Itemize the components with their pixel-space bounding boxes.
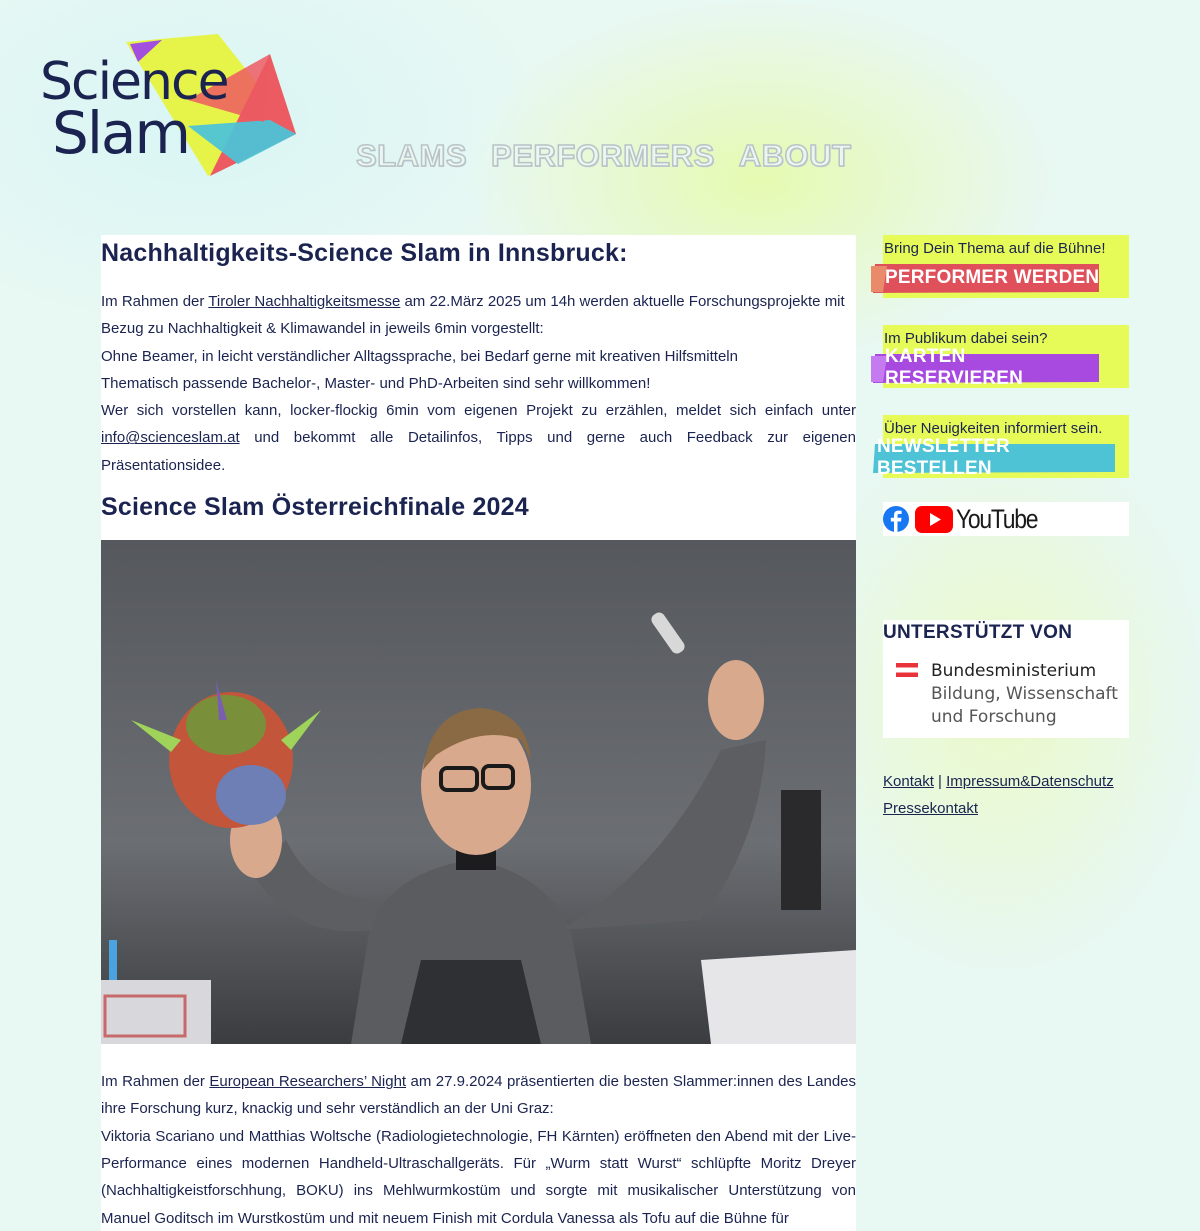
kontakt-link[interactable]: Kontakt xyxy=(883,773,934,790)
photo-illustration xyxy=(101,540,856,1044)
section-title-finale: Science Slam Österreichfinale 2024 xyxy=(101,493,529,522)
text: am 27.9.2024 präsentierten die besten Slammer:innen des Landes ihre Forschung kurz, knackig und sehr verständlich an der Uni Graz: xyxy=(101,1073,856,1118)
karten-reservieren-button[interactable] xyxy=(883,346,1103,389)
youtube-link[interactable] xyxy=(915,504,1052,535)
paragraph: Viktoria Scariano und Matthias Woltsche (Radiologietechnologie, FH Kärnten) eröffneten den Abend mit der Live-Performance eines modernen Handheld-Ultraschallgeräts. Für „Wurm statt Wurst“ schlüpfte Moritz Dreyer (Nachhaltigkeistforschhung, BOKU) ins Mehlwurmkostüm und sorgte mit musikalischer Unterstützung von Manuel Goditsch im Wurstkostüm und mit neuem Finish mit Cordula Vanessa als Tofu auf die Bühne für xyxy=(101,1127,856,1227)
text: Im Rahmen der xyxy=(101,293,209,310)
paragraph xyxy=(101,397,856,479)
text: und bekommt alle Detailinfos, Tipps und gerne auch Feedback zur eigenen Präsentationsidee. xyxy=(101,429,856,474)
section-body-finale xyxy=(101,1068,856,1231)
nav-about[interactable]: ABOUT xyxy=(738,138,852,173)
main-nav xyxy=(356,138,851,174)
paragraph xyxy=(101,288,856,343)
footer-links xyxy=(883,768,1129,822)
button-label: PERFORMER WERDEN xyxy=(885,267,1100,288)
facebook-icon xyxy=(883,506,909,532)
main-content xyxy=(101,235,856,1231)
austria-flag-icon xyxy=(896,663,918,677)
promo-tickets xyxy=(883,325,1129,388)
performer-photo xyxy=(101,540,856,1044)
section-body-innsbruck xyxy=(101,288,856,479)
ministry-line: Bundesministerium xyxy=(931,661,1097,681)
promo-text: Über Neuigkeiten informiert sein. xyxy=(884,420,1103,437)
youtube-icon xyxy=(915,506,953,533)
sponsor-title: UNTERSTÜTZT VON xyxy=(883,622,1073,643)
section-title-innsbruck: Nachhaltigkeits-Science Slam in Innsbruck: xyxy=(101,239,628,267)
ministry-line: Bildung, Wissenschaft xyxy=(931,684,1118,704)
promo-performer xyxy=(883,235,1129,298)
social-links xyxy=(883,502,1129,536)
impressum-link[interactable]: Impressum&Datenschutz xyxy=(946,773,1114,790)
text: am 22.März 2025 um 14h werden aktuelle Forschungsprojekte mit Bezug zu Nachhaltigkeit & Klimawandel in jeweils 6min vorgestellt: xyxy=(101,293,845,338)
nav-slams[interactable]: SLAMS xyxy=(356,138,467,173)
logo-text-science: Science xyxy=(40,52,228,112)
sponsor-box xyxy=(883,620,1129,738)
performer-werden-button[interactable] xyxy=(883,262,1103,294)
promo-text: Im Publikum dabei sein? xyxy=(884,330,1048,347)
pressekontakt-link[interactable]: Pressekontakt xyxy=(883,800,979,817)
logo-text-slam: Slam xyxy=(52,99,189,167)
paragraph: Ohne Beamer, in leicht verständlicher Alltagssprache, bei Bedarf gerne mit kreativen Hilfsmitteln xyxy=(101,347,738,365)
text: Wer sich vorstellen kann, locker-flockig 6min vom eigenen Projekt zu erzählen, meldet sich einfach unter xyxy=(101,402,856,420)
facebook-link[interactable] xyxy=(883,506,909,532)
youtube-label: YouTube xyxy=(956,503,1038,534)
link-european-researchers-night[interactable]: European Researchers’ Night xyxy=(209,1073,407,1091)
site-logo[interactable] xyxy=(38,30,300,180)
newsletter-bestellen-button[interactable] xyxy=(875,436,1113,479)
promo-newsletter xyxy=(877,415,1129,479)
button-label: KARTEN RESERVIEREN xyxy=(885,346,1024,389)
text: Im Rahmen der xyxy=(101,1073,210,1091)
email-link[interactable]: info@scienceslam.at xyxy=(101,429,240,447)
separator: | xyxy=(938,773,942,790)
paragraph: Thematisch passende Bachelor-, Master- und PhD-Arbeiten sind sehr willkommen! xyxy=(101,374,651,392)
paragraph xyxy=(101,1068,856,1123)
nav-performers[interactable]: PERFORMERS xyxy=(491,138,715,173)
link-tiroler-nachhaltigkeitsmesse[interactable]: Tiroler Nachhaltigkeitsmesse xyxy=(208,293,401,310)
ministry-line: und Forschung xyxy=(931,707,1057,727)
button-label: NEWSLETTER BESTELLEN xyxy=(877,436,1010,479)
promo-text: Bring Dein Thema auf die Bühne! xyxy=(884,240,1106,257)
ministry-logo-text[interactable] xyxy=(931,660,1118,729)
sidebar xyxy=(877,235,1129,822)
